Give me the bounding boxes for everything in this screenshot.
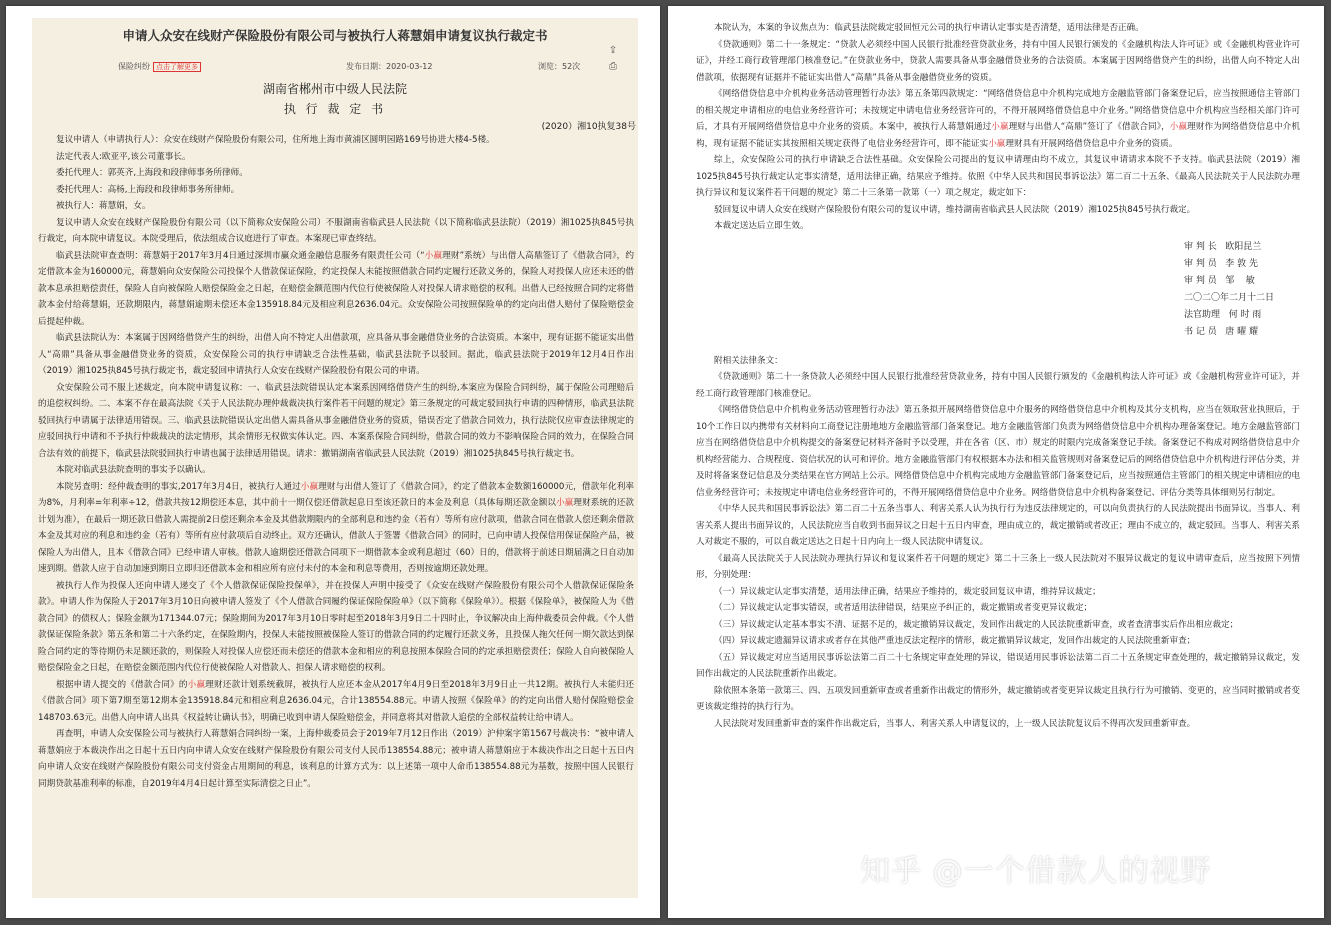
appendix-paragraph: 《网络借贷信息中介机构业务活动管理暂行办法》第五条拟开展网络借贷信息中介服务的网络借贷信息中介机构及其分支机构，应当在领取营业执照后，于10个工作日以内携带有关材料向工商登记注册地地方金融监管部门备案登记。地方金融监管部门负责为网络借贷信息中介机构办理备案登记。地方金融监管部门应当在网络借贷信息中介机构提交的备案登记材料齐备时予以受理，并在各省（区、市）规定的时限内完成备案登记手续。备案登记不构成对网络借贷信息中介机构经营能力、合规程度、资信状况的认可和评价。地方金融监管部门有权根据本办法和相关监管规则对备案登记后的网络借贷信息中介机构进行评估分类，并及时将备案登记信息及分类结果在官方网站上公示。网络借贷信息中介机构完成地方金融监管部门备案登记后，应当按照通信主管部门的相关规定申请相应的电信业务经营许可；未按规定申请电信业务经营许可的，不得开展网络借贷信息中介业务。网络借贷信息中介机构备案登记、评估分类等具体细则另行制定。 — [696, 405, 1300, 498]
paragraph: 临武县法院认为：本案属于因网络借贷产生的纠纷，出借人向不特定人出借款项，应具备从事金融借贷业务的合法资质。本案中，现有证据不能证实出借人“高鼎”具备从事金融借贷业务的资质，众安保险公司的执行申请缺乏合法性基础，临武县法院予以驳回。据此，临武县法院于2019年12月4日作出（2019）湘1025执845号执行裁定书，裁定驳回申请执行人众安在线财产保险股份有限公司的申请。 — [38, 333, 634, 376]
signature-line: 法官助理 何 时 雨 — [1184, 309, 1262, 320]
paragraph: 复议申请人（申请执行人）：众安在线财产保险股份有限公司，住所地上海市黄浦区圆明园路169号协进大楼4-5楼。 — [56, 135, 495, 145]
publish-date: 发布日期：2020-03-12 — [346, 62, 433, 71]
zhihu-watermark: 知乎 @一个借款人的视野 — [860, 854, 1212, 889]
appendix-paragraph: 《贷款通则》第二十一条贷款人必须经中国人民银行批准经营贷款业务，持有中国人民银行颁发的《金融机构法人许可证》或《金融机构营业许可证》，并经工商行政管理部门核准登记。 — [696, 372, 1300, 399]
appendix-paragraph: （二）异议裁定认定事实错误，或者适用法律错误，结果应予纠正的，裁定撤销或者变更异议裁定； — [714, 603, 1093, 613]
category-label: 保险纠纷 — [118, 62, 150, 71]
signature-block — [1184, 239, 1300, 341]
paragraph: 本院对临武县法院查明的事实予以确认。 — [56, 465, 211, 475]
paragraph: 本院认为，本案的争议焦点为：临武县法院裁定驳回恒元公司的执行申请认定事实是否清楚，适用法律是否正确。 — [714, 23, 1144, 33]
appendix-paragraph: （五）异议裁定对应当适用民事诉讼法第二百二十七条规定审查处理的异议，错误适用民事诉讼法第二百二十五条规定审查处理的，裁定撤销异议裁定，发回作出裁定的人民法院重新作出裁定。 — [696, 652, 1300, 679]
signature-line: 审 判 员 邹 敏 — [1184, 275, 1255, 286]
appendix-paragraph: 《中华人民共和国民事诉讼法》第二百二十五条当事人、利害关系人认为执行行为违反法律规定的，可以向负责执行的人民法院提出书面异议。当事人、利害关系人提出书面异议的，人民法院应当自收到书面异议之日起十五日内审查，理由成立的，裁定撤销或者改正；理由不成立的，裁定驳回。当事人、利害关系人对裁定不服的，可以自裁定送达之日起十日内向上一级人民法院申请复议。 — [696, 504, 1300, 547]
signature-line: 审 判 长 欧阳昆兰 — [1184, 241, 1262, 252]
appendix-paragraph: （三）异议裁定认定基本事实不清、证据不足的，裁定撤销异议裁定，发回作出裁定的人民法院重新审查，或者查清事实后作出相应裁定； — [714, 619, 1239, 630]
paragraph: 本院另查明：经仲裁查明的事实,2017年3月4日，被执行人通过小赢理财与出借人签订了《借款合同》，约定了借款本金数额160000元，借款年化利率为8%，月利率=年利率÷12，借款共按12期偿还本息，其中前十一期仅偿还借款起息日至该还款日的本金及利息（具体每期还款金额以小赢理财系统的还款计划为准），在最后一期还款日借款人需提前2日偿还剩余本金及其借款期限内的全部利息和违约金（若有）等所有应付款项，借款合同在借款人偿还剩余借款本金及其对应的利息和违约金（若有）等所有应付款项后自动终止。双方还确认，借款人于签署《借款合同》的同时，已向申请人投保信用保证保险产品，被保险人为出借人，且本《借款合同》已经申请人审核。借款人逾期偿还借款合同项下一期借款本金或利息超过（60）日的，借款将于前述日期届满之日自动加速到期。借款人应于自动加速到期日立即归还借款本金和相应所有应付未付的本金和利息等费用，否则按逾期还款处理。 — [38, 481, 634, 574]
highlight-term: 小赢 — [556, 498, 574, 508]
page-left — [6, 6, 660, 918]
signature-line: 书 记 员 唐 曜 耀 — [1184, 326, 1259, 337]
highlight-term: 小赢 — [991, 122, 1009, 132]
page-right — [668, 6, 1324, 918]
document-scan — [32, 18, 638, 898]
print-icon[interactable]: ⎙ — [609, 61, 617, 72]
paragraph: 根据申请人提交的《借款合同》的小赢理财还款计划系统截屏，被执行人应还本金从2017年4月9日至2018年3月9日止一共12期。被执行人未能归还《借款合同》项下第7期至第12期本金135918.84元和相应利息2636.04元，合计138554.88元。申请人按照《保险单》的约定向出借人赔付保险赔偿金148703.63元。出借人向申请人出具《权益转让确认书》，明确已收到申请人保险赔偿金，并同意将其对借款人追偿的全部权益转让给申请人。 — [38, 679, 634, 723]
left-body — [32, 132, 638, 792]
appendix-paragraph: 人民法院对发回重新审查的案件作出裁定后，当事人、利害关系人申请复议的，上一级人民法院复议后不得再次发回重新审查。 — [714, 718, 1196, 729]
highlight-term: 小赢 — [988, 138, 1006, 149]
document-type: 执 行 裁 定 书 — [283, 102, 387, 116]
highlight-term: 小赢 — [300, 481, 319, 492]
paragraph: 委托代理人：郭英齐,上海段和段律师事务所律师。 — [56, 168, 248, 178]
paragraph: 被执行人作为投保人还向申请人递交了《个人借款保证保险投保单》，并在投保人声明中接受了《众安在线财产保险股份有限公司个人借款保证保险条款》。申请人作为保险人于2017年3月10日向被申请人签发了《个人借款合同履约保证保险保险单》（以下简称《保险单》）。根据《保险单》，被保险人为《借款合同》的债权人；保险金额为171344.07元；保险期间为2017年3月10日零时起至2018年3月9日二十四时止，争议解决由上海仲裁委员会仲裁。《个人借款保证保险条款》第五条和第二十六条约定，在保险期内，投保人未能按照被保险人签订的借款合同的约定履行还款义务，且投保人拖欠任何一期欠款达到保险合同约定的等待期仍未足额还款的，则保险人对投保人应偿还而未偿还的借款本金和相应的利息按照本保险合同的约定承担赔偿责任；保险人自向被保险人赔偿保险金之日起，在赔偿金额范围内代位行使被保险人对借款人、担保人请求赔偿的权利。 — [38, 580, 634, 673]
appendix-title: 附相关法律条文： — [714, 355, 783, 366]
highlight-term: 小赢 — [424, 250, 443, 261]
signature-line: 二〇二〇年二月十二日 — [1184, 292, 1275, 303]
appendix-paragraph: 《最高人民法院关于人民法院办理执行异议和复议案件若干问题的规定》第二十三条上一级人民法院对不服异议裁定的复议申请审查后，应当按照下列情形，分别处理： — [696, 553, 1300, 580]
highlight-term: 小赢 — [1169, 122, 1188, 132]
meta-row — [32, 58, 638, 76]
tool-icons — [608, 46, 622, 78]
case-number: (2020）湘10执复38号 — [541, 122, 636, 132]
appendix-paragraph: （一）异议裁定认定事实清楚，适用法律正确，结果应予维持的，裁定驳回复议申请，维持异议裁定； — [714, 586, 1101, 597]
paragraph: 《网络借贷信息中介机构业务活动管理暂行办法》第五条第四款规定：“网络借贷信息中介机构完成地方金融监管部门备案登记后，应当按照通信主管部门的相关规定申请相应的电信业务经营许可；未按规定申请电信业务经营许可的，不得开展网络借贷信息中介业务。”网络借贷信息中介机构应当经相关部门许可后，才具有开展网络借贷信息中介业务的资质。本案中，被执行人蒋慧娟通过小赢理财与出借人“高鼎”签订了《借款合同》，小赢理财作为网络借贷信息中介机构，现有证据不能证实其按照相关规定获得了电信业务经营许可，即不能证实小赢理财具有开展网络借贷信息中介业务的资质。 — [696, 89, 1300, 149]
share-icon[interactable]: ⇪ — [608, 45, 618, 56]
court-name: 湖南省郴州市中级人民法院 — [262, 82, 407, 96]
paragraph: 复议申请人众安在线财产保险股份有限公司（以下简称众安保险公司）不服湖南省临武县人民法院（以下简称临武县法院）（2019）湘1025执845号执行裁定，向本院申请复议。本院受理后，依法组成合议庭进行了审查。本案现已审查终结。 — [38, 217, 634, 244]
paragraph: 法定代表人:欧亚平,该公司董事长。 — [56, 151, 191, 162]
paragraph: 再查明，申请人众安保险公司与被执行人蒋慧娟合同纠纷一案，上海仲裁委员会于2019年7月12日作出（2019）沪仲案字第1567号裁决书：“被申请人蒋慧娟应于本裁决作出之日起十五日内向申请人众安在线财产保险股份有限公司支付人民币138554.88元；被申请人蒋慧娟应于本裁决作出之日起十五日内向申请人众安在线财产保险股份有限公司支付资金占用期间的利息，该利息的计算方式为：以上述第一项中人命币138554.88元为基数，按照中国人民银行同期贷款基准利率的标准，自2019年4月4日起计算至实际清偿之日止”。 — [38, 729, 634, 789]
paragraph: 综上，众安保险公司的执行申请缺乏合法性基础。众安保险公司提出的复议申请理由均不成立，其复议申请请求本院不予支持。临武县法院（2019）湘1025执845号执行裁定认定事实清楚，适用法律正确，结果应予维持。依照《中华人民共和国民事诉讼法》第二百二十五条、《最高人民法院关于人民法院办理执行异议和复议案件若干问题的规定》第二十三条第一款第（一）项之规定，裁定如下： — [696, 155, 1300, 198]
appendix-paragraph: （四）异议裁定遗漏异议请求或者存在其他严重违反法定程序的情形，裁定撤销异议裁定，发回作出裁定的人民法院重新审查； — [714, 636, 1196, 646]
appendix-paragraph: 除依照本条第一款第三、四、五项发回重新审查或者重新作出裁定的情形外，裁定撤销或者变更异议裁定且执行行为可撤销、变更的，应当同时撤销或者变更该裁定维持的执行行为。 — [696, 685, 1300, 712]
document-title: 申请人众安在线财产保险股份有限公司与被执行人蒋慧娟申请复议执行裁定书 — [122, 28, 548, 43]
view-count: 浏览：52次 — [538, 62, 581, 71]
category-tag — [118, 61, 201, 72]
learn-more-link[interactable]: 点击了解更多 — [153, 62, 201, 72]
paragraph: 《贷款通则》第二十一条规定：“贷款人必须经中国人民银行批准经营贷款业务，持有中国人民银行颁发的《金融机构法人许可证》或《金融机构营业许可证》，并经工商行政管理部门核准登记。”在贷款业务中，贷款人需要具备从事金融借贷业务的合法资质。本案属于因网络借贷产生的纠纷，出借人向不特定人出借款项，依据现有证据并不能证实出借人“高鼎”具备从事金融借贷业务的资质。 — [696, 39, 1300, 83]
paragraph: 被执行人：蒋慧娟，女。 — [56, 201, 151, 211]
paragraph: 驳回复议申请人众安在线财产保险股份有限公司的复议申请，维持湖南省临武县人民法院（2019）湘1025执845号执行裁定。 — [714, 204, 1196, 215]
paragraph: 委托代理人：高杨,上海段和段律师事务所律师。 — [56, 184, 240, 195]
highlight-term: 小赢 — [187, 679, 206, 690]
paragraph: 本裁定送达后立即生效。 — [714, 221, 809, 231]
paragraph: 众安保险公司不服上述裁定，向本院申请复议称：一、临武县法院错误认定本案系因网络借贷产生的纠纷,本案应为保险合同纠纷，属于保险公司理赔后的追偿权纠纷。二、本案不存在最高法院《关于人民法院办理仲裁裁决执行案件若干问题的规定》第三条规定的可裁定驳回执行申请的四种情形，临武县法院驳回执行申请属于法律适用错误。三、临武县法院错误认定出借人需具备从事金融借贷业务的资质，错误否定了借款合同效力，执行法院仅应审查法律规定的应驳回执行申请和不予执行仲裁裁决的法定情形，其余情形无权做实体认定。四、本案系保险合同纠纷，借款合同的效力不影响保险合同的效力，在保险合同合法有效的前提下，临武县法院驳回执行申请也属于法律适用错误。请求：撤销湖南省临武县人民法院（2019）湘1025执845号执行裁定书。 — [38, 382, 634, 459]
paragraph: 临武县法院审查查明：蒋慧娟于2017年3月4日通过深圳市赢众通金融信息服务有限责任公司（“小赢理财”系统）与出借人高鼎签订了《借款合同》，约定借款本金为160000元，蒋慧娟向众安保险公司投保个人借款保证保险，约定投保人未能按照借款合同约定履行还款义务的，保险人对投保人应还未还的借款本息承担赔偿责任，保险人自向被保险人赔偿保险金之日起，在赔偿金额范围内代位行使被保险人对投保人请求赔偿的权利。出借人已经按照合同约定将借款本金付给蒋慧娟，还款期限内，蒋慧娟逾期未偿还本金135918.84元及相应利息2636.04元。众安保险公司按照保险单的约定向出借人赔付了保险赔偿金后提起仲裁。 — [38, 250, 634, 327]
right-body — [696, 20, 1300, 732]
signature-line: 审 判 员 李 敦 先 — [1184, 258, 1259, 269]
